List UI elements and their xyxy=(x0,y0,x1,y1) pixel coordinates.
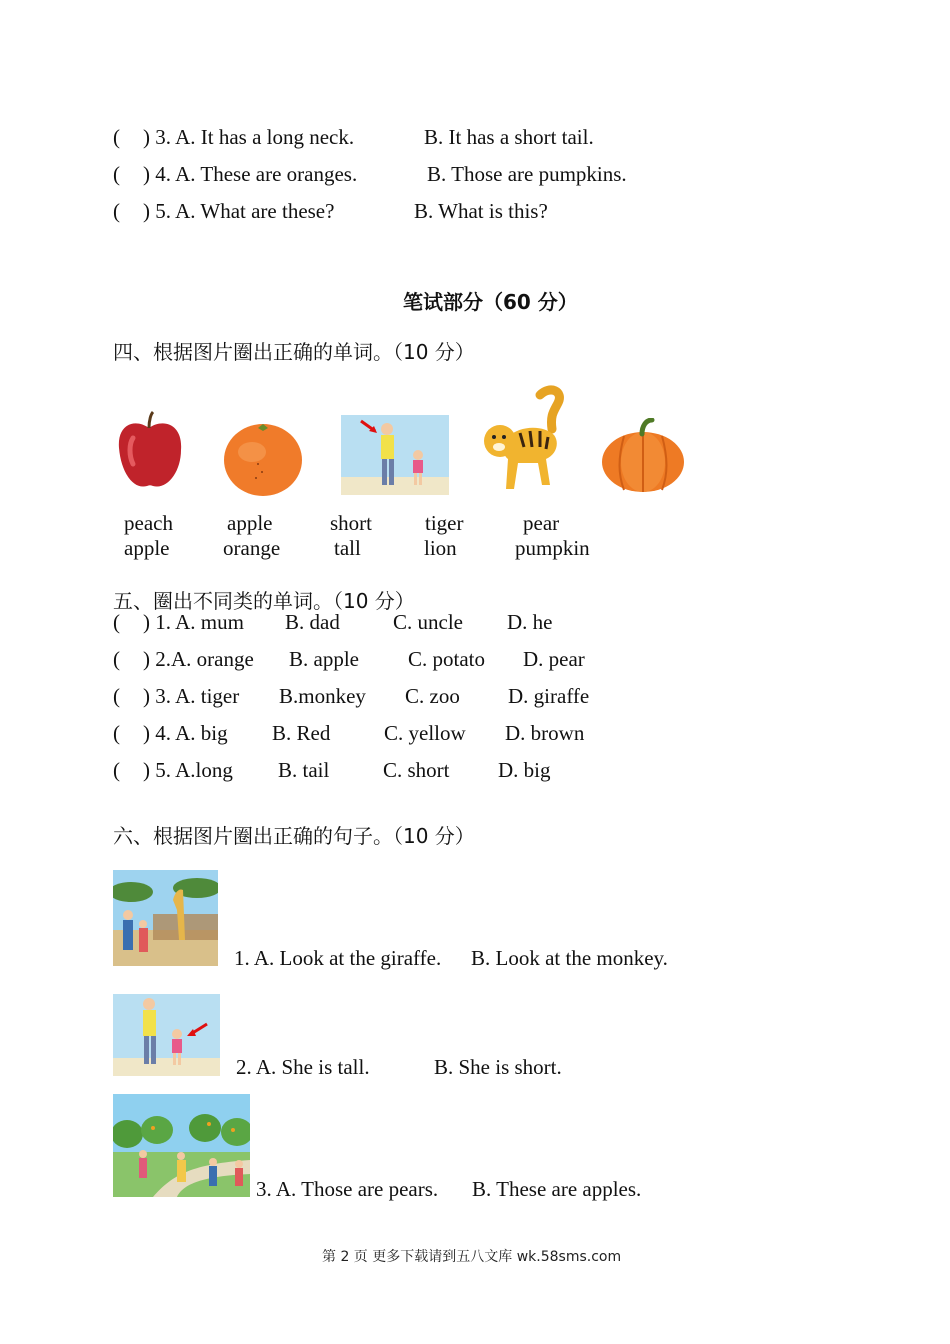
s5-q5-option-c[interactable]: C. short xyxy=(383,758,450,782)
s5-q5-option-d[interactable]: D. big xyxy=(498,758,551,782)
s5-q1-option-a[interactable]: ) 1. A. mum xyxy=(143,610,244,634)
word-option[interactable]: short xyxy=(330,511,372,535)
orchard-kids-picture xyxy=(113,1094,250,1197)
word-option[interactable]: tiger xyxy=(425,511,464,535)
q5-paren: ( xyxy=(113,199,120,223)
s6-q2-option-a[interactable]: 2. A. She is tall. xyxy=(236,1055,370,1079)
s5-q2-option-a[interactable]: ) 2.A. orange xyxy=(143,647,254,671)
word-option[interactable]: peach xyxy=(124,511,173,535)
pumpkin-picture xyxy=(600,418,686,494)
s5-q1-option-c[interactable]: C. uncle xyxy=(393,610,463,634)
s5-q3-option-c[interactable]: C. zoo xyxy=(405,684,460,708)
zoo-giraffe-picture xyxy=(113,870,218,966)
q4-option-a: ) 4. A. These are oranges. xyxy=(143,162,358,186)
orange-picture xyxy=(222,420,304,498)
word-option[interactable]: tall xyxy=(334,536,361,560)
s6-q3-option-a[interactable]: 3. A. Those are pears. xyxy=(256,1177,439,1201)
s5-q5-paren: ( xyxy=(113,758,120,782)
written-part-title: 笔试部分（60 分） xyxy=(403,290,578,314)
s6-q1-option-a[interactable]: 1. A. Look at the giraffe. xyxy=(234,946,442,970)
s5-q4-paren: ( xyxy=(113,721,120,745)
s5-q4-option-c[interactable]: C. yellow xyxy=(384,721,466,745)
q3-option-b: B. It has a short tail. xyxy=(424,125,594,149)
word-option[interactable]: orange xyxy=(223,536,281,560)
q5-option-a: ) 5. A. What are these? xyxy=(143,199,335,223)
s5-q2-option-b[interactable]: B. apple xyxy=(289,647,359,671)
q5-option-b: B. What is this? xyxy=(414,199,548,223)
q3-option-a: ) 3. A. It has a long neck. xyxy=(143,125,355,149)
word-option[interactable]: pear xyxy=(523,511,560,535)
word-option[interactable]: lion xyxy=(424,536,457,560)
word-option[interactable]: apple xyxy=(124,536,170,560)
s5-q1-option-b[interactable]: B. dad xyxy=(285,610,340,634)
tiger-picture xyxy=(480,385,568,495)
s5-q1-option-d[interactable]: D. he xyxy=(507,610,553,634)
s5-q3-option-b[interactable]: B.monkey xyxy=(279,684,366,708)
s5-q2-paren: ( xyxy=(113,647,120,671)
tall-man-short-girl-picture xyxy=(341,415,449,495)
s5-q4-option-a[interactable]: ) 4. A. big xyxy=(143,721,228,745)
s5-q3-option-a[interactable]: ) 3. A. tiger xyxy=(143,684,240,708)
s5-q4-option-b[interactable]: B. Red xyxy=(272,721,331,745)
girl-short-picture xyxy=(113,994,220,1076)
section4-title: 四、根据图片圈出正确的单词。（10 分） xyxy=(113,340,475,364)
word-option[interactable]: pumpkin xyxy=(515,536,590,560)
s5-q2-option-c[interactable]: C. potato xyxy=(408,647,485,671)
s6-q1-option-b[interactable]: B. Look at the monkey. xyxy=(471,946,668,970)
q4-paren: ( xyxy=(113,162,120,186)
s5-q3-paren: ( xyxy=(113,684,120,708)
page-footer: 第 2 页 更多下载请到五八文库 wk.58sms.com xyxy=(322,1249,622,1265)
s6-q2-option-b[interactable]: B. She is short. xyxy=(434,1055,562,1079)
word-option[interactable]: apple xyxy=(227,511,273,535)
section5-title: 五、圈出不同类的单词。（10 分） xyxy=(113,589,415,613)
s5-q2-option-d[interactable]: D. pear xyxy=(523,647,585,671)
s5-q5-option-b[interactable]: B. tail xyxy=(278,758,330,782)
s5-q3-option-d[interactable]: D. giraffe xyxy=(508,684,590,708)
s5-q5-option-a[interactable]: ) 5. A.long xyxy=(143,758,233,782)
s5-q1-paren: ( xyxy=(113,610,120,634)
q4-option-b: B. Those are pumpkins. xyxy=(427,162,627,186)
s5-q4-option-d[interactable]: D. brown xyxy=(505,721,585,745)
s6-q3-option-b[interactable]: B. These are apples. xyxy=(472,1177,642,1201)
section6-title: 六、根据图片圈出正确的句子。（10 分） xyxy=(113,824,475,848)
apple-picture xyxy=(113,410,185,492)
q3-paren: ( xyxy=(113,125,120,149)
